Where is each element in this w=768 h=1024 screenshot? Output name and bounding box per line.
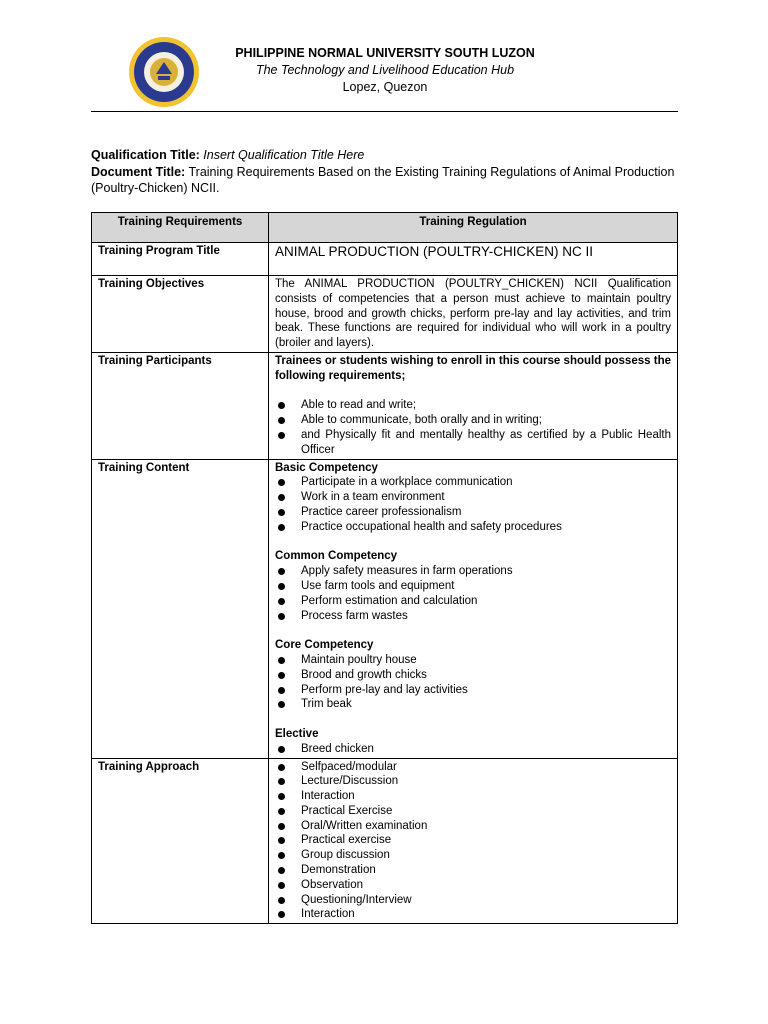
participants-intro: Trainees or students wishing to enroll in this course should possess the following requirements; <box>275 354 671 382</box>
document-value: Training Requirements Based on the Existing Training Regulations of Animal Production (Poultry-Chicken) NCII. <box>91 165 675 195</box>
table-row <box>92 276 678 353</box>
document-label: Document Title: <box>91 165 186 179</box>
objectives-value: The ANIMAL PRODUCTION (POULTRY_CHICKEN) NCII Qualification consists of competencies that a person must achieve to maintain poultry house, brood and growth chicks, perform pre-lay and lay activities, and trim beak. These functions are required for individual who will work in a poultry (broiler and layers). <box>269 276 678 353</box>
list-item: Interaction <box>275 907 671 922</box>
basic-competency-title: Basic Competency <box>275 461 378 474</box>
core-competency-list <box>275 653 671 712</box>
list-item: Use farm tools and equipment <box>275 579 671 594</box>
list-item: Group discussion <box>275 848 671 863</box>
list-item: Oral/Written examination <box>275 819 671 834</box>
table-row <box>92 352 678 459</box>
list-item: and Physically fit and mentally healthy as certified by a Public Health Officer <box>275 428 671 458</box>
objectives-label: Training Objectives <box>92 276 269 353</box>
list-item: Apply safety measures in farm operations <box>275 564 671 579</box>
list-item: Maintain poultry house <box>275 653 671 668</box>
approach-list <box>275 760 671 923</box>
university-subtitle: The Technology and Livelihood Education Hub <box>255 63 515 77</box>
elective-list <box>275 742 671 757</box>
list-item: Perform estimation and calculation <box>275 594 671 609</box>
common-competency-title: Common Competency <box>275 550 398 563</box>
list-item: Practical Exercise <box>275 804 671 819</box>
participants-label: Training Participants <box>92 352 269 459</box>
approach-cell <box>269 758 678 924</box>
content-cell <box>269 459 678 758</box>
approach-label: Training Approach <box>92 758 269 924</box>
list-item: Demonstration <box>275 863 671 878</box>
list-item: Able to communicate, both orally and in writing; <box>275 413 671 428</box>
document-title <box>91 164 681 196</box>
program-label: Training Program Title <box>92 243 269 276</box>
table-row <box>92 243 678 276</box>
list-item: Process farm wastes <box>275 609 671 624</box>
list-item: Trim beak <box>275 697 671 712</box>
list-item: Participate in a workplace communication <box>275 475 671 490</box>
list-item: Selfpaced/modular <box>275 760 671 775</box>
qualification-label: Qualification Title: <box>91 148 200 162</box>
list-item: Practice career professionalism <box>275 505 671 520</box>
basic-competency-list <box>275 475 671 534</box>
core-competency-title: Core Competency <box>275 639 374 652</box>
header-training-regulation: Training Regulation <box>269 213 678 243</box>
common-competency-list <box>275 564 671 623</box>
table-row <box>92 758 678 924</box>
list-item: Work in a team environment <box>275 490 671 505</box>
elective-title: Elective <box>275 727 319 740</box>
header-training-requirements: Training Requirements <box>92 213 269 243</box>
list-item: Practical exercise <box>275 833 671 848</box>
list-item: Brood and growth chicks <box>275 668 671 683</box>
list-item: Observation <box>275 878 671 893</box>
training-requirements-table <box>91 212 678 924</box>
list-item: Questioning/Interview <box>275 893 671 908</box>
table-header-row <box>92 213 678 243</box>
list-item: Practice occupational health and safety procedures <box>275 520 671 535</box>
list-item: Breed chicken <box>275 742 671 757</box>
header-divider <box>91 111 678 112</box>
list-item: Able to read and write; <box>275 398 671 413</box>
program-value: ANIMAL PRODUCTION (POULTRY-CHICKEN) NC II <box>269 243 678 276</box>
participants-list <box>275 398 671 457</box>
university-name: PHILIPPINE NORMAL UNIVERSITY SOUTH LUZON <box>235 46 535 60</box>
table-row <box>92 459 678 758</box>
list-item: Interaction <box>275 789 671 804</box>
qualification-value: Insert Qualification Title Here <box>203 148 365 162</box>
content-label: Training Content <box>92 459 269 758</box>
university-location: Lopez, Quezon <box>342 80 428 94</box>
list-item: Lecture/Discussion <box>275 774 671 789</box>
qualification-title <box>91 147 681 163</box>
list-item: Perform pre-lay and lay activities <box>275 683 671 698</box>
participants-cell <box>269 352 678 459</box>
